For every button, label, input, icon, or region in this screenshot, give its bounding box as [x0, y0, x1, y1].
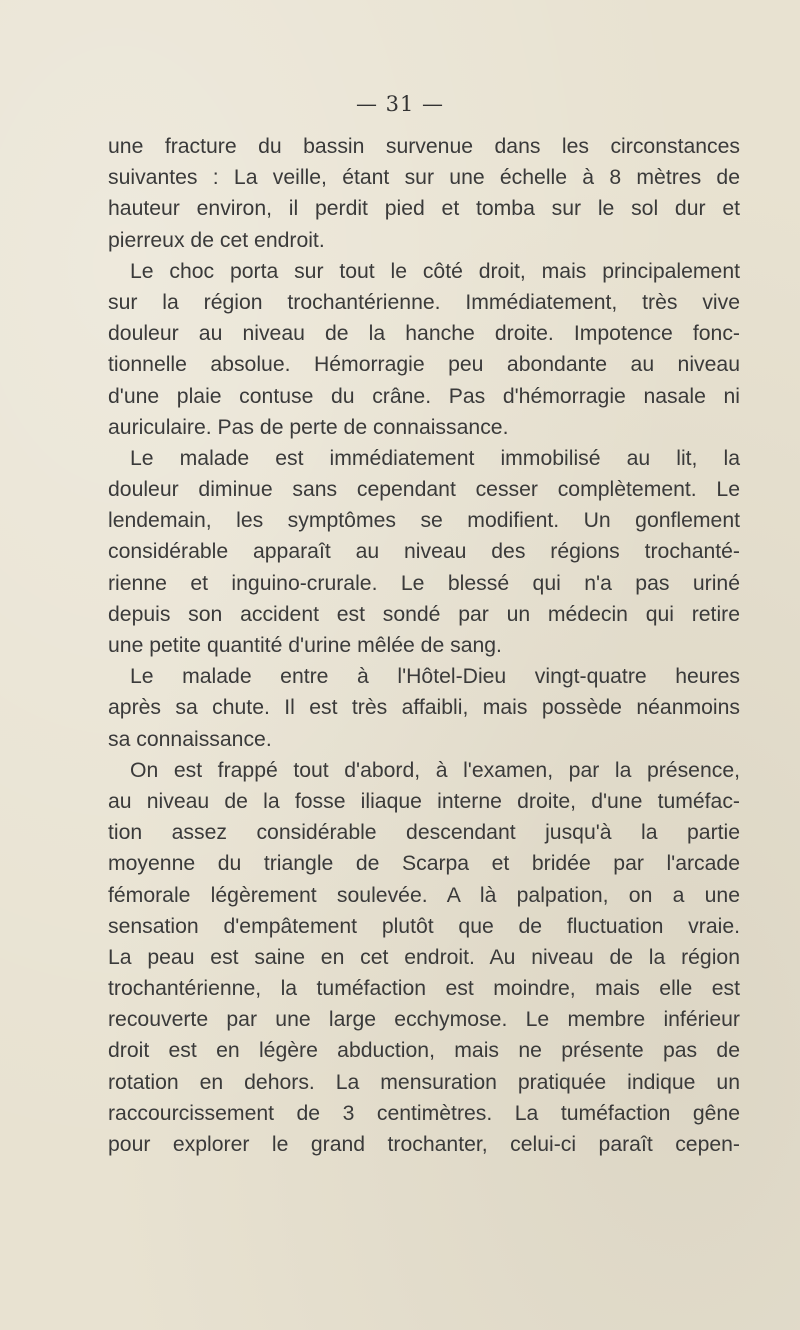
text-line: douleur diminue sans cependant cesser complètement. Le — [108, 478, 740, 502]
text-line: suivantes : La veille, étant sur une échelle à 8 mètres de — [108, 166, 740, 190]
text-line: pour explorer le grand trochanter, celui-ci paraît cepen- — [108, 1133, 740, 1156]
text-line: trochantérienne, la tuméfaction est moindre, mais elle est — [108, 977, 740, 1001]
text-line: après sa chute. Il est très affaibli, mais possède néanmoins — [108, 696, 740, 720]
text-line: une petite quantité d'urine mêlée de sang. — [108, 634, 502, 657]
text-line: Le malade entre à l'Hôtel-Dieu vingt-quatre heures — [130, 665, 740, 689]
text-line: sa connaissance. — [108, 727, 272, 751]
text-line: pierreux de cet endroit. — [108, 228, 325, 252]
text-line: lendemain, les symptômes se modifient. Un gonflement — [108, 509, 740, 533]
text-line: fémorale légèrement soulevée. A là palpation, on a une — [108, 883, 740, 907]
text-line: tionnelle absolue. Hémorragie peu abondante au niveau — [108, 353, 740, 377]
text-line: au niveau de la fosse iliaque interne droite, d'une tuméfac- — [108, 789, 740, 813]
page-number: — 31 — — [355, 92, 445, 116]
text-line: Le choc porta sur tout le côté droit, mais principalement — [130, 259, 740, 283]
text-line: droit est en légère abduction, mais ne présente pas de — [108, 1039, 740, 1063]
text-line: On est frappé tout d'abord, à l'examen, par la présence, — [130, 758, 740, 782]
text-line: La peau est saine en cet endroit. Au niveau de la région — [108, 945, 740, 969]
text-line: d'une plaie contuse du crâne. Pas d'hémorragie nasale ni — [108, 384, 740, 408]
text-line: auriculaire. Pas de perte de connaissance. — [108, 415, 509, 439]
text-line: une fracture du bassin survenue dans les circonstances — [108, 135, 740, 158]
text-line: rienne et inguino-crurale. Le blessé qui n'a pas uriné — [108, 571, 740, 595]
text-line: Le malade est immédiatement immobilisé au lit, la — [130, 446, 740, 470]
text-line: hauteur environ, il perdit pied et tomba sur le sol dur et — [108, 197, 740, 221]
text-line: rotation en dehors. La mensuration pratiquée indique un — [108, 1070, 740, 1094]
text-line: tion assez considérable descendant jusqu'à la partie — [108, 821, 740, 845]
body-text — [108, 131, 740, 1160]
text-line: raccourcissement de 3 centimètres. La tuméfaction gêne — [108, 1101, 740, 1125]
text-line: considérable apparaît au niveau des régions trochanté- — [108, 540, 740, 564]
text-line: sur la région trochantérienne. Immédiatement, très vive — [108, 290, 740, 314]
text-line: depuis son accident est sondé par un médecin qui retire — [108, 602, 740, 626]
text-line: moyenne du triangle de Scarpa et bridée par l'arcade — [108, 852, 740, 876]
text-line: douleur au niveau de la hanche droite. Impotence fonc- — [108, 322, 740, 346]
text-line: sensation d'empâtement plutôt que de fluctuation vraie. — [108, 914, 740, 938]
text-line: recouverte par une large ecchymose. Le membre inférieur — [108, 1008, 740, 1032]
